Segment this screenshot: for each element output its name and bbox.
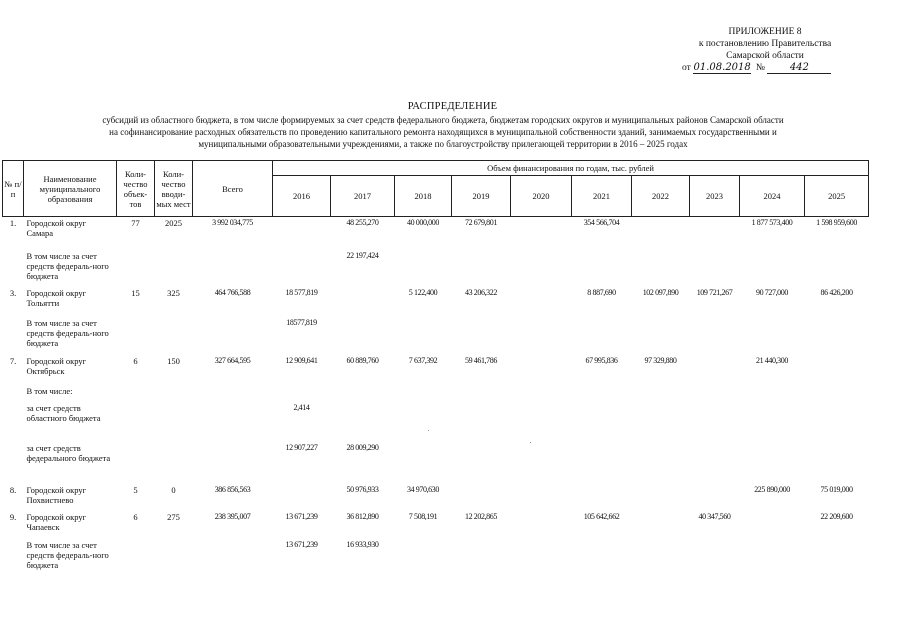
subtitle-line-3: муниципальными образовательными учреждениями, а также по благоустройству прилегающей территории в 2016 – 2025 годах — [198, 139, 688, 149]
row-name: В том числе: — [26, 385, 73, 396]
row-name: Городской округ Самара — [26, 218, 87, 238]
row-year-value — [511, 317, 572, 355]
row-year-value — [395, 539, 452, 574]
row-total: 238 395,007 — [214, 511, 251, 521]
row-name: В том числе за счет средств федераль-ного бюджета — [26, 250, 109, 281]
row-year-value — [452, 317, 511, 355]
row-year-value: 90 727,000 — [755, 287, 788, 297]
row-year-value — [632, 484, 690, 511]
row-year-value — [511, 442, 572, 484]
row-number — [3, 442, 24, 484]
row-year-value — [632, 511, 690, 539]
row-year-value: 5 122,400 — [408, 287, 438, 297]
row-year-value: 75 019,000 — [820, 484, 853, 494]
row-year-value — [740, 385, 805, 402]
table-row — [3, 539, 869, 574]
row-year-value: 7 508,191 — [408, 511, 438, 521]
row-places: 0 — [171, 484, 176, 495]
row-year-value — [740, 539, 805, 574]
row-number: 3. — [9, 287, 17, 298]
document-subtitle — [8, 114, 878, 150]
row-places — [155, 385, 193, 402]
row-year-value — [511, 511, 572, 539]
table-row — [3, 287, 869, 317]
row-year-value: 43 206,322 — [464, 287, 497, 297]
header-year: 2024 — [740, 176, 805, 217]
row-year-value — [452, 385, 511, 402]
row-year-value: 86 426,200 — [820, 287, 853, 297]
appendix-line-1: к постановлению Правительства — [698, 39, 832, 49]
row-year-value — [572, 250, 632, 287]
row-year-value — [452, 539, 511, 574]
row-year-value: 50 976,933 — [346, 484, 379, 494]
row-year-value: 1 598 959,600 — [816, 218, 857, 227]
row-year-value — [805, 442, 869, 484]
row-year-value: 109 721,267 — [696, 287, 733, 297]
header-year: 2021 — [572, 176, 632, 217]
row-year-value: 12 907,227 — [285, 442, 318, 452]
row-year-value — [805, 539, 869, 574]
row-places: 150 — [167, 355, 180, 366]
row-places — [155, 539, 193, 574]
row-year-value — [273, 250, 331, 287]
table-row — [3, 317, 869, 355]
row-year-value — [632, 539, 690, 574]
row-total — [193, 539, 273, 574]
row-year-value: 12 909,641 — [285, 355, 318, 365]
row-year-value — [632, 385, 690, 402]
row-year-value — [690, 217, 740, 250]
row-places — [155, 317, 193, 355]
row-year-value: 13 671,239 — [285, 539, 318, 549]
row-year-value — [690, 317, 740, 355]
document-title: РАСПРЕДЕЛЕНИЕ — [407, 101, 498, 112]
row-year-value: 34 970,630 — [406, 484, 439, 494]
header-num: № п/п — [3, 161, 24, 217]
row-year-value: 16 933,930 — [346, 539, 379, 549]
row-year-value — [511, 484, 572, 511]
row-year-value: 13 671,239 — [285, 511, 318, 521]
appendix-block — [660, 26, 870, 74]
row-total: 464 766,588 — [214, 287, 251, 297]
row-year-value — [331, 317, 395, 355]
header-years-group: Объем финансирования по годам, тыс. рублей — [273, 161, 869, 176]
header-year: 2016 — [273, 176, 331, 217]
row-objects — [117, 539, 155, 574]
row-year-value — [452, 250, 511, 287]
row-year-value — [740, 402, 805, 442]
row-year-value — [690, 484, 740, 511]
row-name: В том числе за счет средств федераль-ного бюджета — [26, 317, 109, 348]
row-total — [193, 442, 273, 484]
subtitle-line-1: субсидий из областного бюджета, в том числе формируемых за счет средств федерального бюджета, бюджетам городских округов и муниципальных районов Самарской области — [102, 115, 784, 125]
row-year-value: 40 347,560 — [698, 511, 731, 521]
row-year-value — [740, 250, 805, 287]
appendix-line-2: Самарской области — [726, 51, 804, 61]
from-label: от — [682, 63, 691, 73]
row-year-value: 97 329,880 — [644, 355, 677, 365]
row-year-value — [511, 402, 572, 442]
row-number: 8. — [9, 484, 17, 495]
row-year-value — [273, 217, 331, 250]
row-objects: 6 — [133, 511, 138, 522]
row-places: 2025 — [165, 218, 182, 228]
row-year-value — [690, 385, 740, 402]
row-year-value: 40 000,000 — [406, 218, 439, 227]
row-year-value — [331, 385, 395, 402]
row-year-value — [740, 511, 805, 539]
row-year-value: 7 637,392 — [408, 355, 438, 365]
row-year-value: 36 812,890 — [346, 511, 379, 521]
row-year-value: 22 209,600 — [820, 511, 853, 521]
row-objects: 77 — [131, 218, 140, 228]
row-objects — [117, 250, 155, 287]
header-total: Всего — [193, 161, 273, 217]
table-row — [3, 484, 869, 511]
row-year-value — [331, 287, 395, 317]
row-total — [193, 402, 273, 442]
table-header — [3, 161, 869, 217]
row-places — [155, 442, 193, 484]
row-year-value — [805, 385, 869, 402]
table-row — [3, 385, 869, 402]
row-number — [3, 539, 24, 574]
header-year: 2018 — [395, 176, 452, 217]
row-year-value — [805, 250, 869, 287]
row-number — [3, 317, 24, 355]
row-objects: 15 — [131, 287, 140, 298]
header-year: 2025 — [805, 176, 869, 217]
row-name: за счет средств областного бюджета — [26, 402, 101, 423]
row-year-value — [632, 250, 690, 287]
row-total — [193, 385, 273, 402]
row-places: 275 — [167, 511, 180, 522]
row-year-value — [632, 442, 690, 484]
row-name: Городской округ Похвистнево — [26, 484, 87, 505]
row-objects: 5 — [133, 484, 138, 495]
row-year-value — [452, 484, 511, 511]
table-row — [3, 250, 869, 287]
row-year-value — [632, 402, 690, 442]
row-name: Городской округ Октябрьск — [26, 355, 87, 376]
row-number — [3, 402, 24, 442]
row-year-value — [511, 355, 572, 385]
row-year-value — [572, 385, 632, 402]
row-year-value — [740, 442, 805, 484]
row-year-value — [805, 355, 869, 385]
row-year-value — [805, 317, 869, 355]
header-year: 2019 — [452, 176, 511, 217]
row-objects — [117, 385, 155, 402]
row-year-value: 21 440,300 — [755, 355, 788, 365]
row-year-value: 67 995,836 — [585, 355, 618, 365]
row-number — [3, 250, 24, 287]
row-year-value — [572, 402, 632, 442]
row-year-value — [395, 317, 452, 355]
row-year-value: 22 197,424 — [346, 250, 379, 260]
row-year-value — [273, 484, 331, 511]
row-year-value: 60 889,760 — [346, 355, 379, 365]
header-year: 2022 — [632, 176, 690, 217]
row-year-value — [331, 402, 395, 442]
row-places — [155, 250, 193, 287]
row-places — [155, 402, 193, 442]
number-label: № — [755, 63, 765, 73]
row-year-value: 2,414 — [293, 402, 310, 412]
row-objects — [117, 402, 155, 442]
row-number — [3, 385, 24, 402]
row-year-value: 354 566,704 — [583, 218, 620, 227]
row-name: В том числе за счет средств федераль-ного бюджета — [26, 539, 109, 570]
row-year-value: 28 009,290 — [346, 442, 379, 452]
row-year-value — [572, 484, 632, 511]
row-year-value — [690, 355, 740, 385]
row-year-value — [632, 217, 690, 250]
distribution-table — [2, 160, 869, 574]
row-places: 325 — [167, 287, 180, 298]
row-name: Городской округ Чапаевск — [26, 511, 87, 532]
row-year-value — [805, 402, 869, 442]
row-year-value: 105 642,662 — [583, 511, 620, 521]
table-body — [3, 217, 869, 574]
row-year-value — [572, 317, 632, 355]
header-year: 2020 — [511, 176, 572, 217]
row-year-value — [395, 442, 452, 484]
row-number: 9. — [9, 511, 17, 522]
handwritten-number: 442 — [767, 62, 831, 74]
table-row — [3, 217, 869, 250]
row-total: 386 856,563 — [214, 484, 251, 494]
row-name: Городской округ Тольятти — [26, 287, 87, 308]
row-year-value — [690, 442, 740, 484]
scan-speck — [530, 442, 531, 443]
row-year-value — [395, 250, 452, 287]
table-row — [3, 442, 869, 484]
row-year-value: 12 202,865 — [464, 511, 497, 521]
header-year: 2023 — [690, 176, 740, 217]
header-year: 2017 — [331, 176, 395, 217]
appendix-dateline — [660, 62, 870, 74]
row-year-value — [273, 385, 331, 402]
subtitle-line-2: на софинансирование расходных обязательств по проведению капитального ремонта находящихся в муниципальной собственности зданий, занимаемых государственными и — [109, 127, 777, 137]
header-objects: Коли-чество объек-тов — [117, 161, 155, 217]
row-year-value: 18 577,819 — [285, 287, 318, 297]
table-row — [3, 355, 869, 385]
row-year-value: 8 887,690 — [587, 287, 616, 297]
row-year-value — [740, 317, 805, 355]
row-year-value: 18577,819 — [286, 317, 317, 327]
header-places: Коли-чество вводи-мых мест — [155, 161, 193, 217]
row-objects: 6 — [133, 355, 138, 366]
header-name: Наименование муниципального образования — [24, 161, 117, 217]
row-year-value — [511, 385, 572, 402]
row-year-value: 225 890,000 — [754, 484, 790, 494]
handwritten-date: 01.08.2018 — [693, 62, 751, 73]
row-total: 327 664,595 — [214, 355, 251, 365]
row-year-value: 102 097,890 — [642, 287, 679, 297]
row-year-value — [511, 539, 572, 574]
row-year-value — [452, 442, 511, 484]
row-total: 3 992 034,775 — [212, 218, 253, 227]
appendix-title: ПРИЛОЖЕНИЕ 8 — [728, 27, 802, 37]
row-total — [193, 317, 273, 355]
row-number: 7. — [9, 355, 17, 366]
table-row — [3, 402, 869, 442]
row-year-value — [395, 402, 452, 442]
row-objects — [117, 317, 155, 355]
row-year-value: 72 679,801 — [464, 218, 497, 227]
scan-speck — [428, 430, 429, 431]
row-objects — [117, 442, 155, 484]
row-total — [193, 250, 273, 287]
row-year-value — [690, 250, 740, 287]
row-year-value — [511, 217, 572, 250]
row-year-value — [690, 539, 740, 574]
row-year-value — [632, 317, 690, 355]
row-year-value — [572, 442, 632, 484]
row-year-value: 1 877 573,400 — [751, 218, 793, 227]
row-year-value — [452, 402, 511, 442]
row-year-value: 48 255,270 — [346, 218, 379, 227]
row-number: 1. — [9, 218, 17, 228]
row-name: за счет средств федерального бюджета — [26, 442, 111, 463]
row-year-value — [511, 250, 572, 287]
row-year-value: 59 461,786 — [464, 355, 497, 365]
row-year-value — [511, 287, 572, 317]
row-year-value — [395, 385, 452, 402]
row-year-value — [572, 539, 632, 574]
row-year-value — [690, 402, 740, 442]
table-row — [3, 511, 869, 539]
